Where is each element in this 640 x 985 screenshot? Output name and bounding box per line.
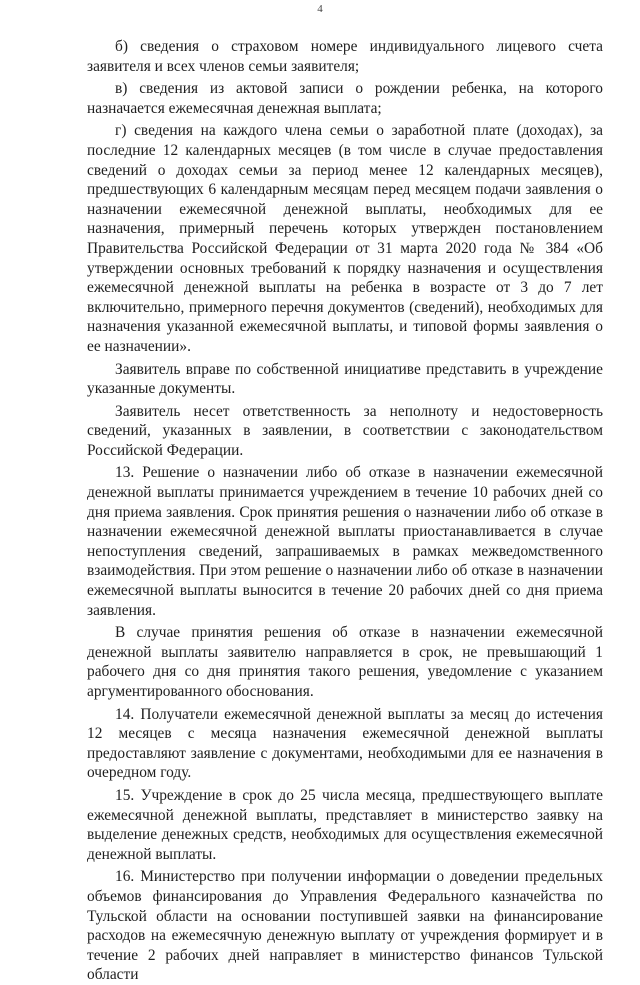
page-number: 4 [317, 3, 323, 15]
paragraph-g: г) сведения на каждого члена семьи о заработной плате (доходах), за последние 12 календарных месяцев (в том числе в случае предоставления сведений о доходах семьи за период менее 12 календарных месяцев), предшествующих 6 календарным месяцам перед месяцем подачи заявления о назначении ежемесячной денежной выплаты, необходимых для ее назначения, примерный перечень которых утвержден постановлением Правительства Российской Федерации от 31 марта 2020 года № 384 «Об утверждении основных требований к порядку назначения и осуществления ежемесячной денежной выплаты на ребенка в возрасте от 3 до 7 лет включительно, примерного перечня документов (сведений), необходимых для назначения указанной ежемесячной выплаты, и типовой формы заявления о ее назначении». [87, 122, 603, 355]
document-body [87, 37, 603, 985]
paragraph-15: 15. Учреждение в срок до 25 числа месяца, предшествующего выплате ежемесячной денежной выплаты, представляет в министерство заявку на выделение денежных средств, необходимых для осуществления ежемесячной денежной выплаты. [87, 786, 603, 863]
paragraph-v: в) сведения из актовой записи о рождении ребенка, на которого назначается ежемесячная денежная выплата; [87, 80, 603, 117]
paragraph-14: 14. Получатели ежемесячной денежной выплаты за месяц до истечения 12 месяцев с месяца назначения ежемесячной денежной выплаты предоставляют заявление с документами, необходимыми для ее назначения в очередном году. [87, 705, 603, 782]
paragraph-b: б) сведения о страховом номере индивидуального лицевого счета заявителя и всех членов семьи заявителя; [87, 38, 603, 75]
paragraph-13: 13. Решение о назначении либо об отказе в назначении ежемесячной денежной выплаты принимается учреждением в течение 10 рабочих дней со дня приема заявления. Срок принятия решения о назначении либо об отказе в назначении ежемесячной денежной выплаты приостанавливается в случае непоступления сведений, запрашиваемых в рамках межведомственного взаимодействия. При этом решение о назначении либо об отказе в назначении ежемесячной выплаты выносится в течение 20 рабочих дней со дня приема заявления. [87, 464, 603, 619]
paragraph-applicant-right: Заявитель вправе по собственной инициативе представить в учреждение указанные документы. [87, 360, 603, 398]
paragraph-applicant-responsibility: Заявитель несет ответственность за неполноту и недостоверность сведений, указанных в заявлении, в соответствии с законодательством Российской Федерации. [87, 402, 603, 459]
paragraph-16: 16. Министерство при получении информации о доведении предельных объемов финансирования до Управления Федерального казначейства по Тульской области на основании поступившей заявки на финансирование расходов на ежемесячную денежную выплату от учреждения формирует и в течение 2 рабочих дней направляет в министерство финансов Тульской области [87, 868, 603, 984]
paragraph-refusal-notice: В случае принятия решения об отказе в назначении ежемесячной денежной выплаты заявителю направляется в срок, не превышающий 1 рабочего дня со дня принятия такого решения, уведомление с указанием аргументированного обоснования. [87, 624, 603, 700]
